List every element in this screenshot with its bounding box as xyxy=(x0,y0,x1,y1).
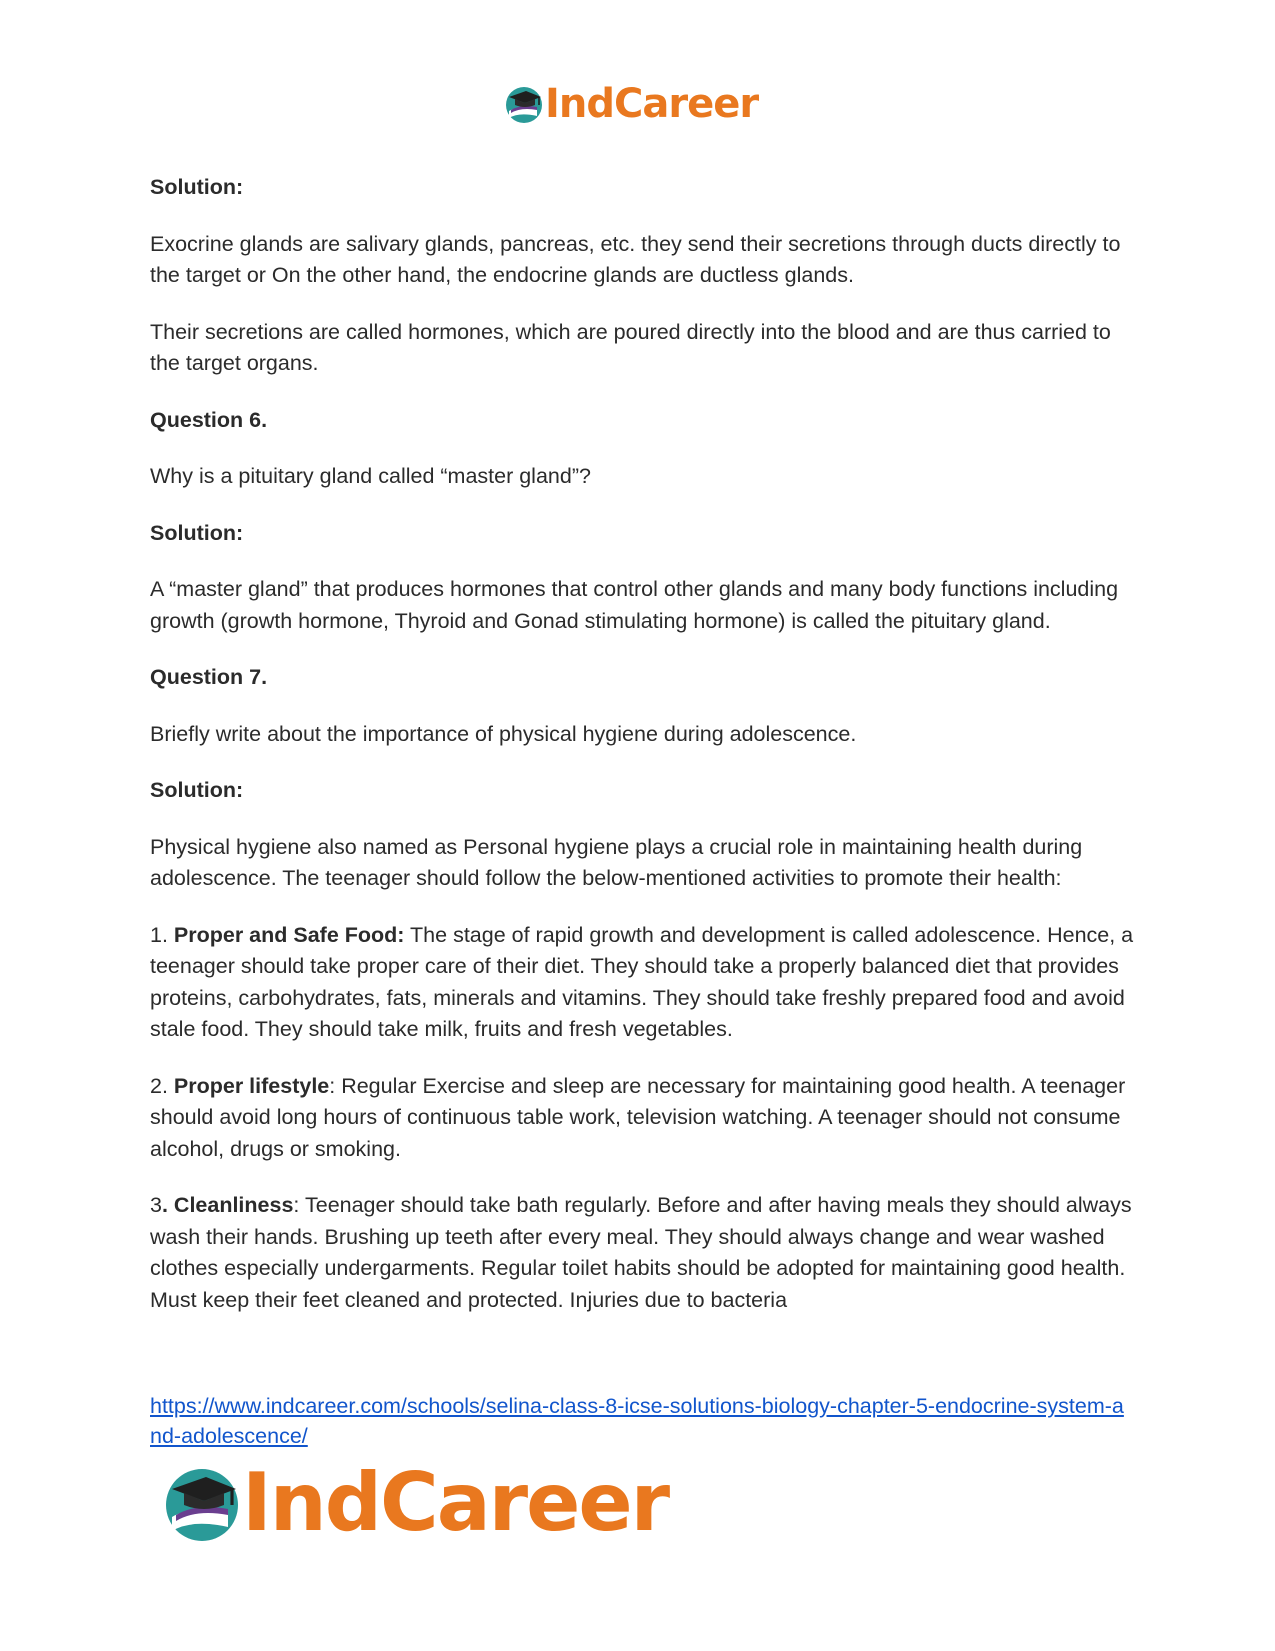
list-item-text: : Teenager should take bath regularly. Before and after having meals they should always wash their hands. Brushing up teeth after every meal. They should always change and wear washed clothes especially undergarments. Regular toilet habits should be adopted for maintaining good health. Must keep their feet cleaned and protected. Injuries due to bacteria xyxy=(150,1193,1132,1312)
question-heading: Question 7. xyxy=(150,665,268,689)
list-item-title: Proper and Safe Food: xyxy=(173,922,405,947)
paragraph: A “master gland” that produces hormones that control other glands and many body functions including growth (growth hormone, Thyroid and Gonad stimulating hormone) is called the pituitary gland. xyxy=(150,577,1119,633)
paragraph: Their secretions are called hormones, which are poured directly into the blood and are thus carried to the target organs. xyxy=(150,319,1111,375)
list-item-number: 2. xyxy=(150,1073,174,1098)
graduation-book-icon xyxy=(503,83,545,125)
list-item-text: : Regular Exercise and sleep are necessary for maintaining good health. A teenager should avoid long hours of continuous table work, television watching. A teenager should not consume alcohol, drugs or smoking. xyxy=(150,1073,1126,1161)
list-item xyxy=(150,920,1135,1046)
question-text: Briefly write about the importance of physical hygiene during adolescence. xyxy=(150,721,857,746)
list-item-text: The stage of rapid growth and development is called adolescence. Hence, a teenager should take proper care of their diet. They should take a properly balanced diet that provides proteins, carbohydrates, fats, minerals and vitamins. They should take freshly prepared food and avoid stale food. They should take milk, fruits and fresh vegetables. xyxy=(150,922,1134,1041)
graduation-book-icon xyxy=(160,1461,244,1545)
list-item xyxy=(150,1071,1135,1166)
list-item-number: 1. xyxy=(150,922,174,947)
list-item xyxy=(150,1190,1135,1316)
brand-name: IndCareer xyxy=(242,1456,669,1549)
document-body xyxy=(150,172,1135,1341)
list-item-number: 3 xyxy=(150,1193,162,1217)
paragraph: Exocrine glands are salivary glands, pancreas, etc. they send their secretions through ducts directly to the target or On the other hand, the endocrine glands are ductless glands. xyxy=(150,231,1121,287)
question-heading: Question 6. xyxy=(150,407,268,432)
solution-heading: Solution: xyxy=(150,175,244,199)
question-text: Why is a pituitary gland called “master gland”? xyxy=(150,464,591,488)
list-item-title: . Cleanliness xyxy=(161,1193,294,1217)
paragraph: Physical hygiene also named as Personal hygiene plays a crucial role in maintaining health during adolescence. The teenager should follow the below-mentioned activities to promote their health: xyxy=(150,834,1083,890)
solution-heading: Solution: xyxy=(150,520,244,545)
header-logo xyxy=(503,80,758,128)
footer-logo xyxy=(160,1458,668,1548)
list-item-title: Proper lifestyle xyxy=(173,1073,330,1098)
brand-name: IndCareer xyxy=(545,81,759,127)
solution-heading: Solution: xyxy=(150,778,244,802)
source-url-link[interactable]: https://www.indcareer.com/schools/selina-class-8-icse-solutions-biology-chapter-5-endocrine-system-and-adolescence/ xyxy=(150,1394,1124,1448)
